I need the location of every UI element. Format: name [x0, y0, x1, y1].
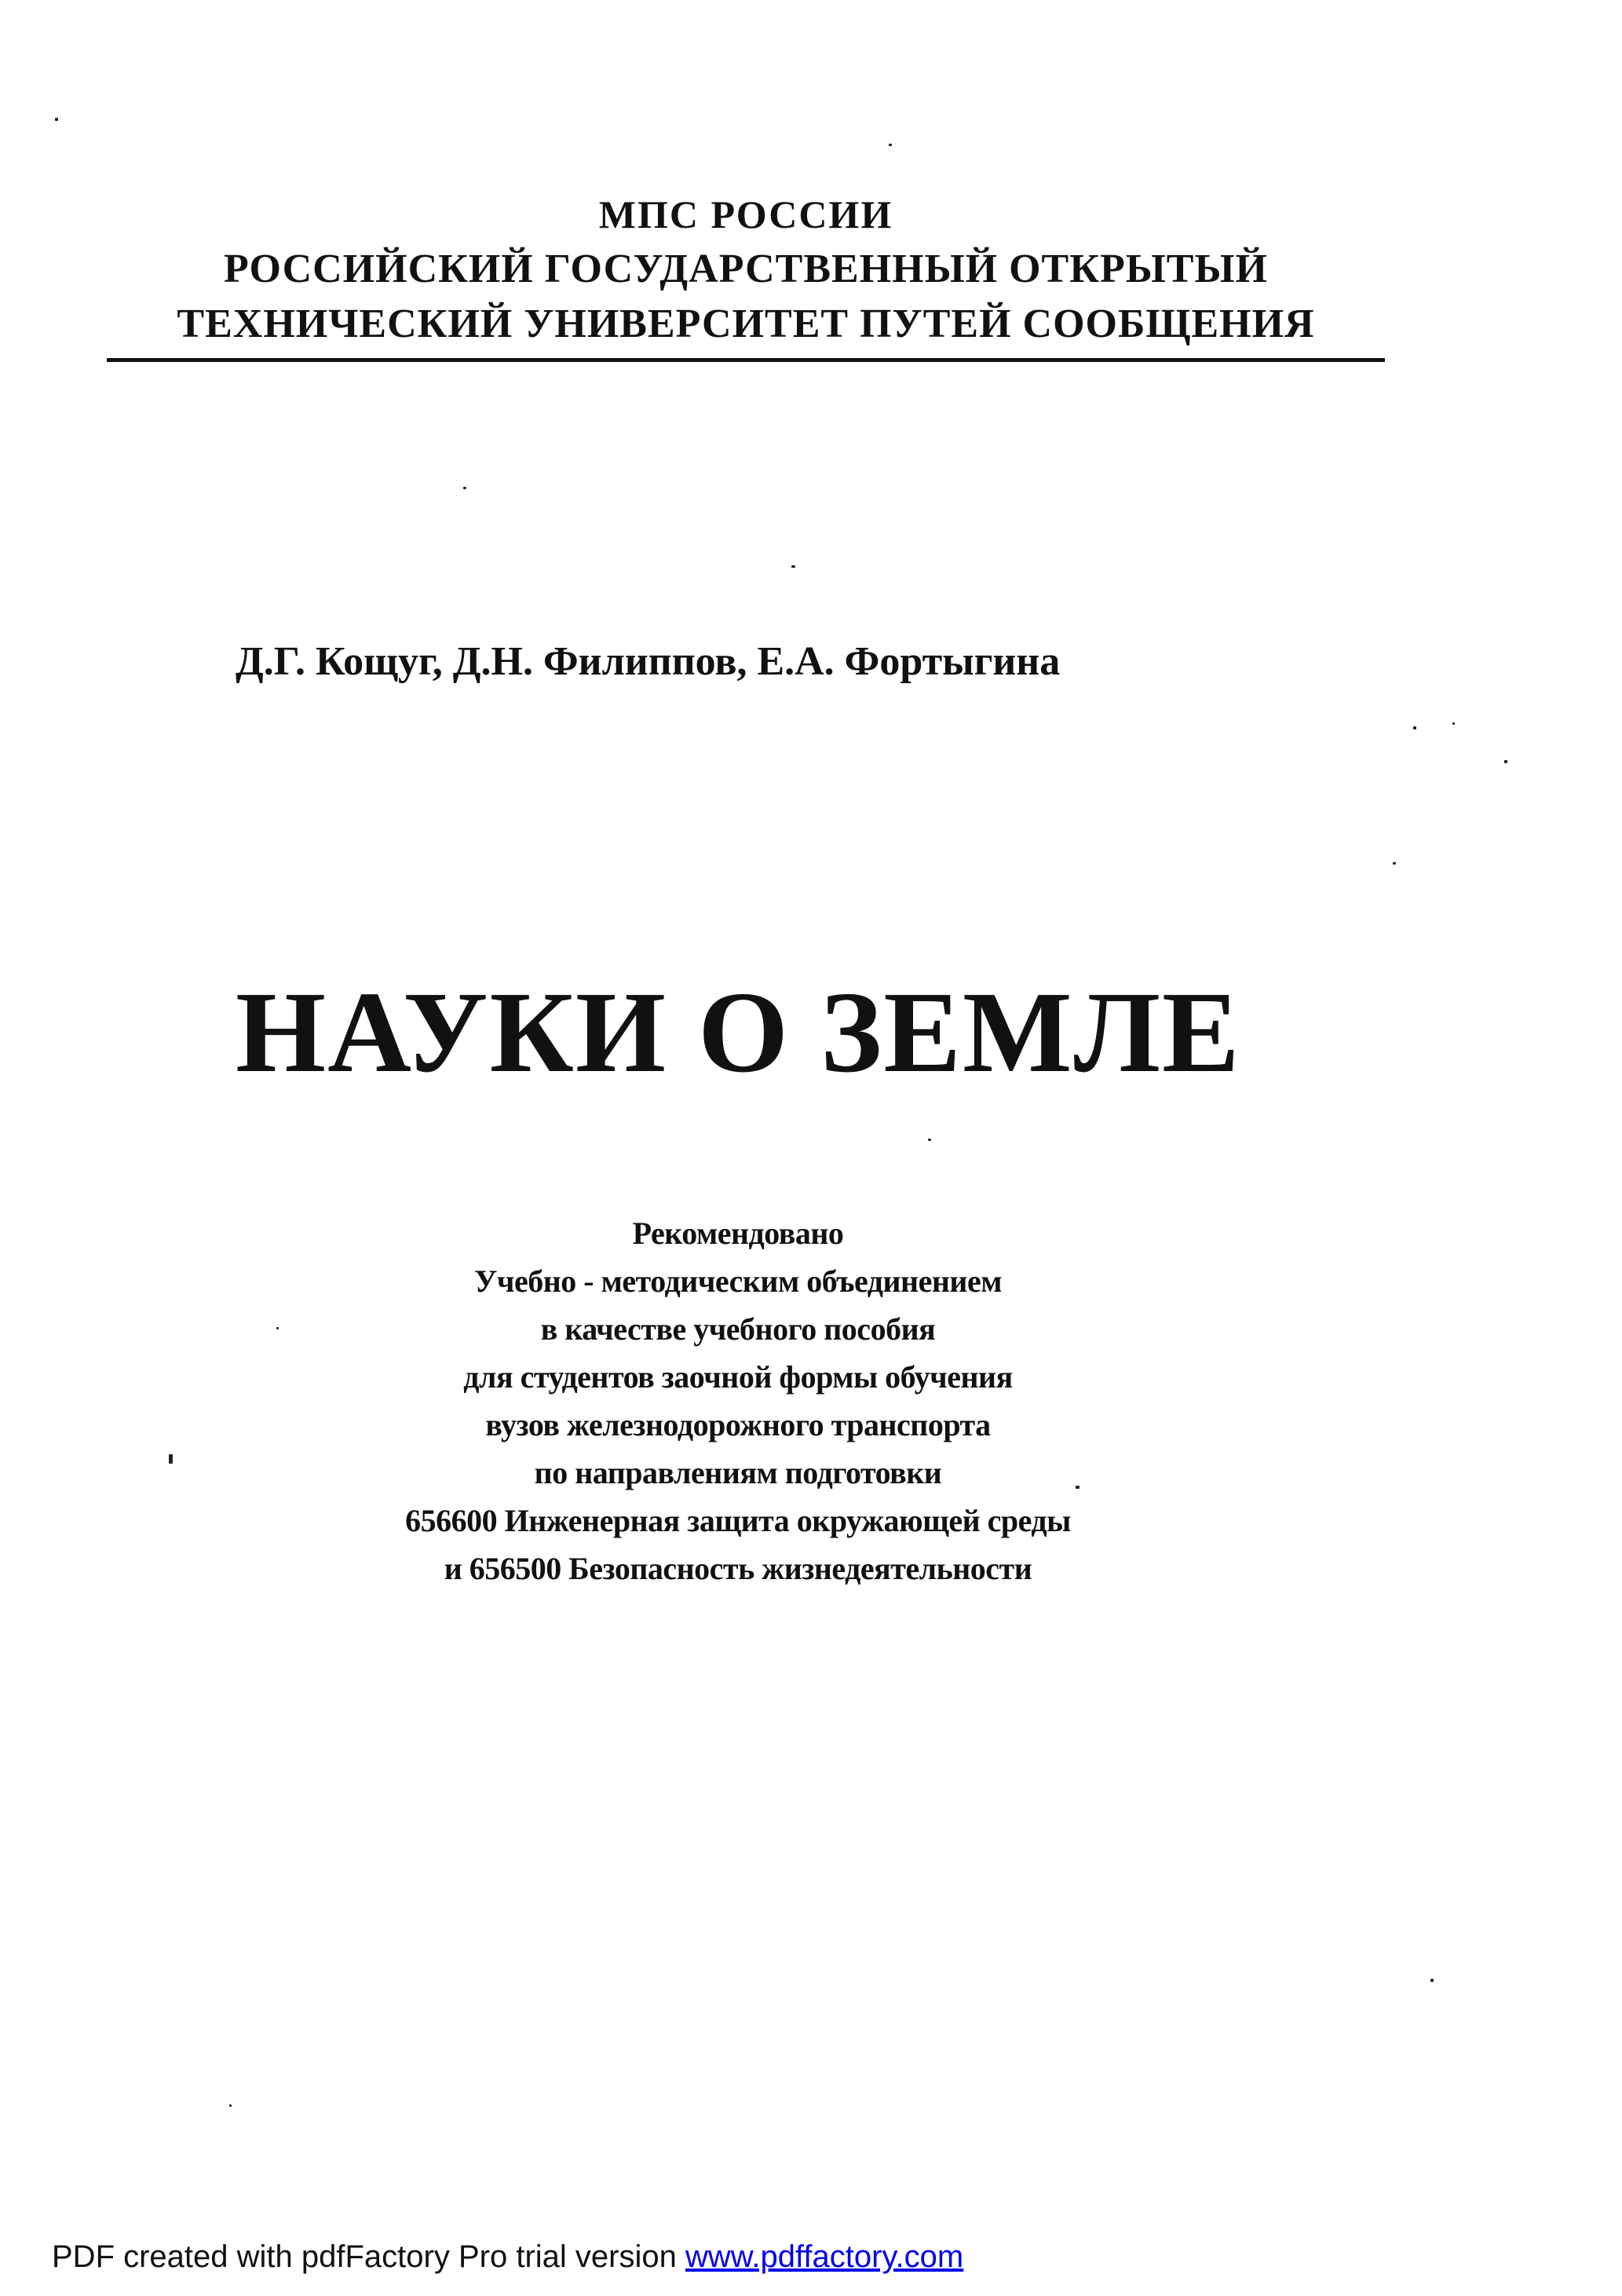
pdffactory-link[interactable]: www.pdffactory.com — [685, 2239, 964, 2274]
authors: Д.Г. Кощуг, Д.Н. Филиппов, Е.А. Фортыгина — [236, 639, 1061, 684]
scan-speck — [791, 565, 795, 568]
university-name-line-1: РОССИЙСКИЙ ГОСУДАРСТВЕННЫЙ ОТКРЫТЫЙ — [224, 247, 1268, 291]
pdf-watermark-footer — [52, 2238, 963, 2276]
university-name-line-2: ТЕХНИЧЕСКИЙ УНИВЕРСИТЕТ ПУТЕЙ СООБЩЕНИЯ — [177, 302, 1315, 346]
recommendation-line: и 656500 Безопасность жизнедеятельности — [444, 1551, 1032, 1586]
header-underline — [107, 358, 1385, 362]
scan-speck — [928, 1139, 931, 1141]
scan-speck — [169, 1454, 173, 1464]
book-title: НАУКИ О ЗЕМЛЕ — [236, 968, 1241, 1097]
scan-speck — [276, 1327, 279, 1329]
scan-speck — [1393, 862, 1396, 865]
ministry-name: МПС РОССИИ — [598, 192, 893, 236]
scan-speck — [1452, 722, 1455, 725]
scan-speck — [1430, 1979, 1434, 1982]
scan-speck — [889, 144, 892, 146]
recommendation-line: в качестве учебного пособия — [540, 1311, 936, 1347]
institution-header — [102, 187, 1390, 352]
footer-text: PDF created with pdfFactory Pro trial version — [52, 2239, 685, 2274]
recommendation-line: по направлениям подготовки — [534, 1455, 942, 1490]
recommendation-line: для студентов заочной формы обучения — [463, 1359, 1013, 1395]
recommendation-line: вузов железнодорожного транспорта — [485, 1407, 991, 1442]
scan-speck — [463, 487, 466, 489]
scan-speck — [1413, 726, 1416, 729]
recommendation-line: Учебно - методическим объединением — [474, 1263, 1002, 1299]
scan-speck — [55, 118, 58, 121]
scan-speck — [1076, 1486, 1080, 1489]
scan-speck — [229, 2104, 232, 2107]
scan-speck — [1504, 760, 1507, 763]
recommendation-line: Рекомендовано — [632, 1216, 844, 1251]
recommendation-line: 656600 Инженерная защита окружающей среды — [405, 1503, 1071, 1538]
recommendation-block — [267, 1209, 1209, 1592]
